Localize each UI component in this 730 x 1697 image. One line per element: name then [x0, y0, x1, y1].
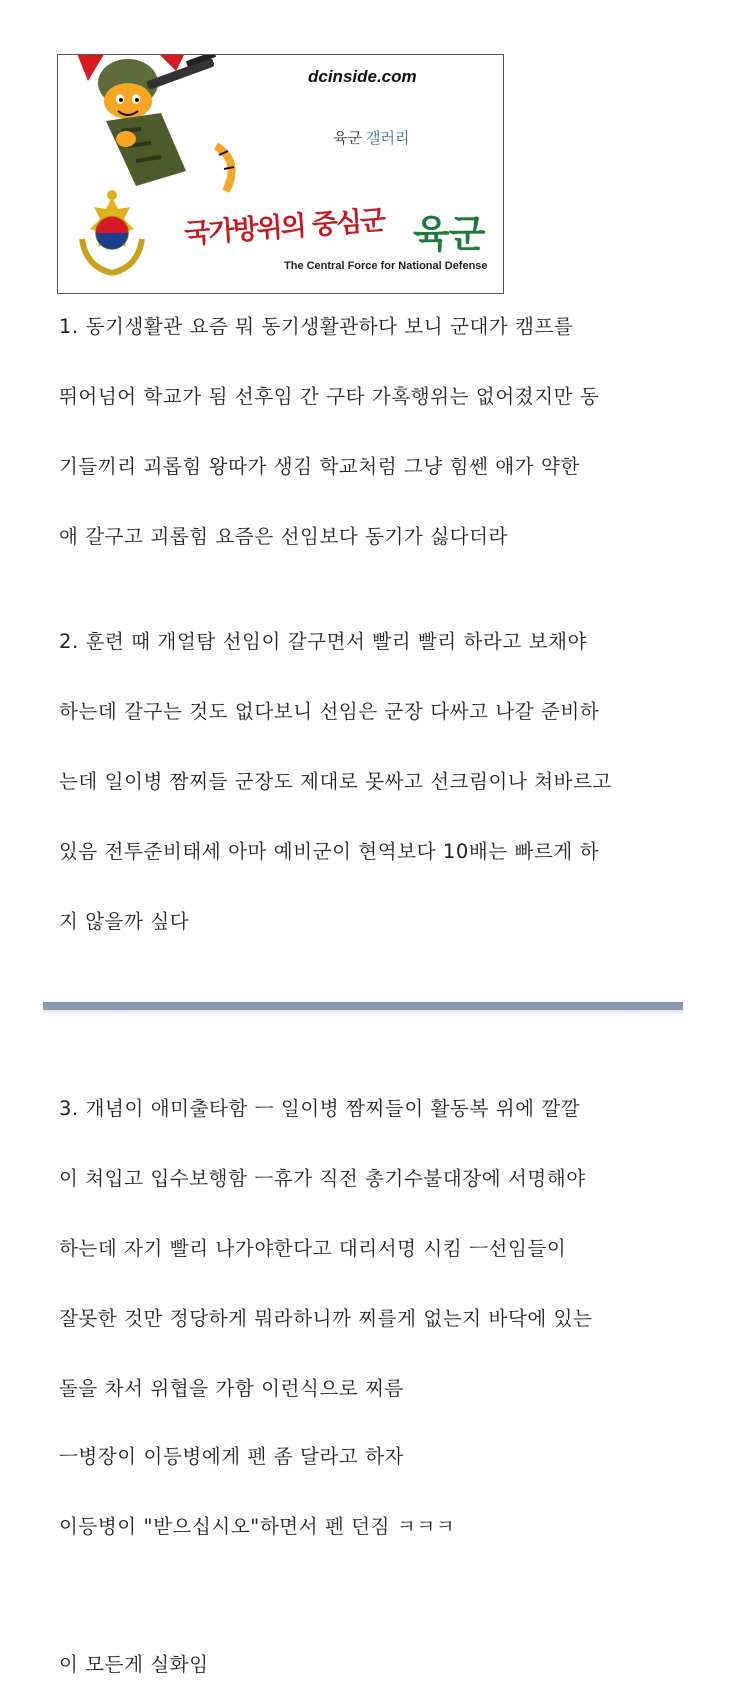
post-line: 하는데 갈구는 것도 없다보니 선임은 군장 다싸고 나갈 준비하 — [59, 700, 600, 723]
post-line: 는데 일이병 짬찌들 군장도 제대로 못싸고 선크림이나 쳐바르고 — [59, 770, 612, 793]
image-seam-divider — [43, 1002, 683, 1010]
army-title: 육군 — [413, 212, 485, 256]
post-line: ㅡ병장이 이등병에게 펜 좀 달라고 하자 — [59, 1445, 404, 1468]
post-line: 1. 동기생활관 요즘 뭐 동기생활관하다 보니 군대가 캠프를 — [59, 315, 574, 338]
gallery-prefix: 육군 — [333, 129, 362, 147]
soldier-tiger-mascot-icon — [66, 54, 246, 201]
post-line: 기들끼리 괴롭힘 왕따가 생김 학교처럼 그냥 힘쎈 애가 약한 — [59, 455, 580, 478]
post-line: 2. 훈련 때 개얼탐 선임이 갈구면서 빨리 빨리 하라고 보채야 — [59, 630, 588, 653]
post-line: 잘못한 것만 정당하게 뭐라하니까 찌를게 없는지 바닥에 있는 — [59, 1307, 593, 1330]
post-line: 있음 전투준비태세 아마 예비군이 현역보다 10배는 빠르게 하 — [59, 840, 600, 863]
slogan: 국가방위의 중심군 — [183, 205, 386, 250]
post-line: 이 쳐입고 입수보행함 ㅡ휴가 직전 총기수불대장에 서명해야 — [59, 1167, 586, 1190]
english-motto: The Central Force for National Defense — [284, 260, 488, 272]
post-line: 이 모든게 실화임 — [59, 1653, 209, 1676]
post-line: 지 않을까 싶다 — [59, 910, 190, 933]
gallery-name — [333, 127, 409, 148]
site-name: dcinside.com — [308, 67, 417, 86]
post-line: 돌을 차서 위협을 가함 이런식으로 찌름 — [59, 1377, 404, 1400]
army-gallery-banner — [57, 54, 504, 294]
image-seam-shadow — [43, 1010, 683, 1016]
post-line: 애 갈구고 괴롭힘 요즘은 선임보다 동기가 싫다더라 — [59, 525, 508, 548]
post-line: 3. 개념이 애미출타함 ㅡ 일이병 짬찌들이 활동복 위에 깔깔 — [59, 1097, 581, 1120]
gallery-suffix: 갤러리 — [365, 129, 410, 147]
post-line: 뛰어넘어 학교가 됨 선후임 간 구타 가혹행위는 없어졌지만 동 — [59, 385, 600, 408]
post-line: 하는데 자기 빨리 나가야한다고 대리서명 시킴 ㅡ선임들이 — [59, 1237, 567, 1260]
army-emblem-icon — [72, 189, 152, 279]
post-line: 이등병이 "받으십시오"하면서 펜 던짐 ㅋㅋㅋ — [59, 1515, 456, 1538]
